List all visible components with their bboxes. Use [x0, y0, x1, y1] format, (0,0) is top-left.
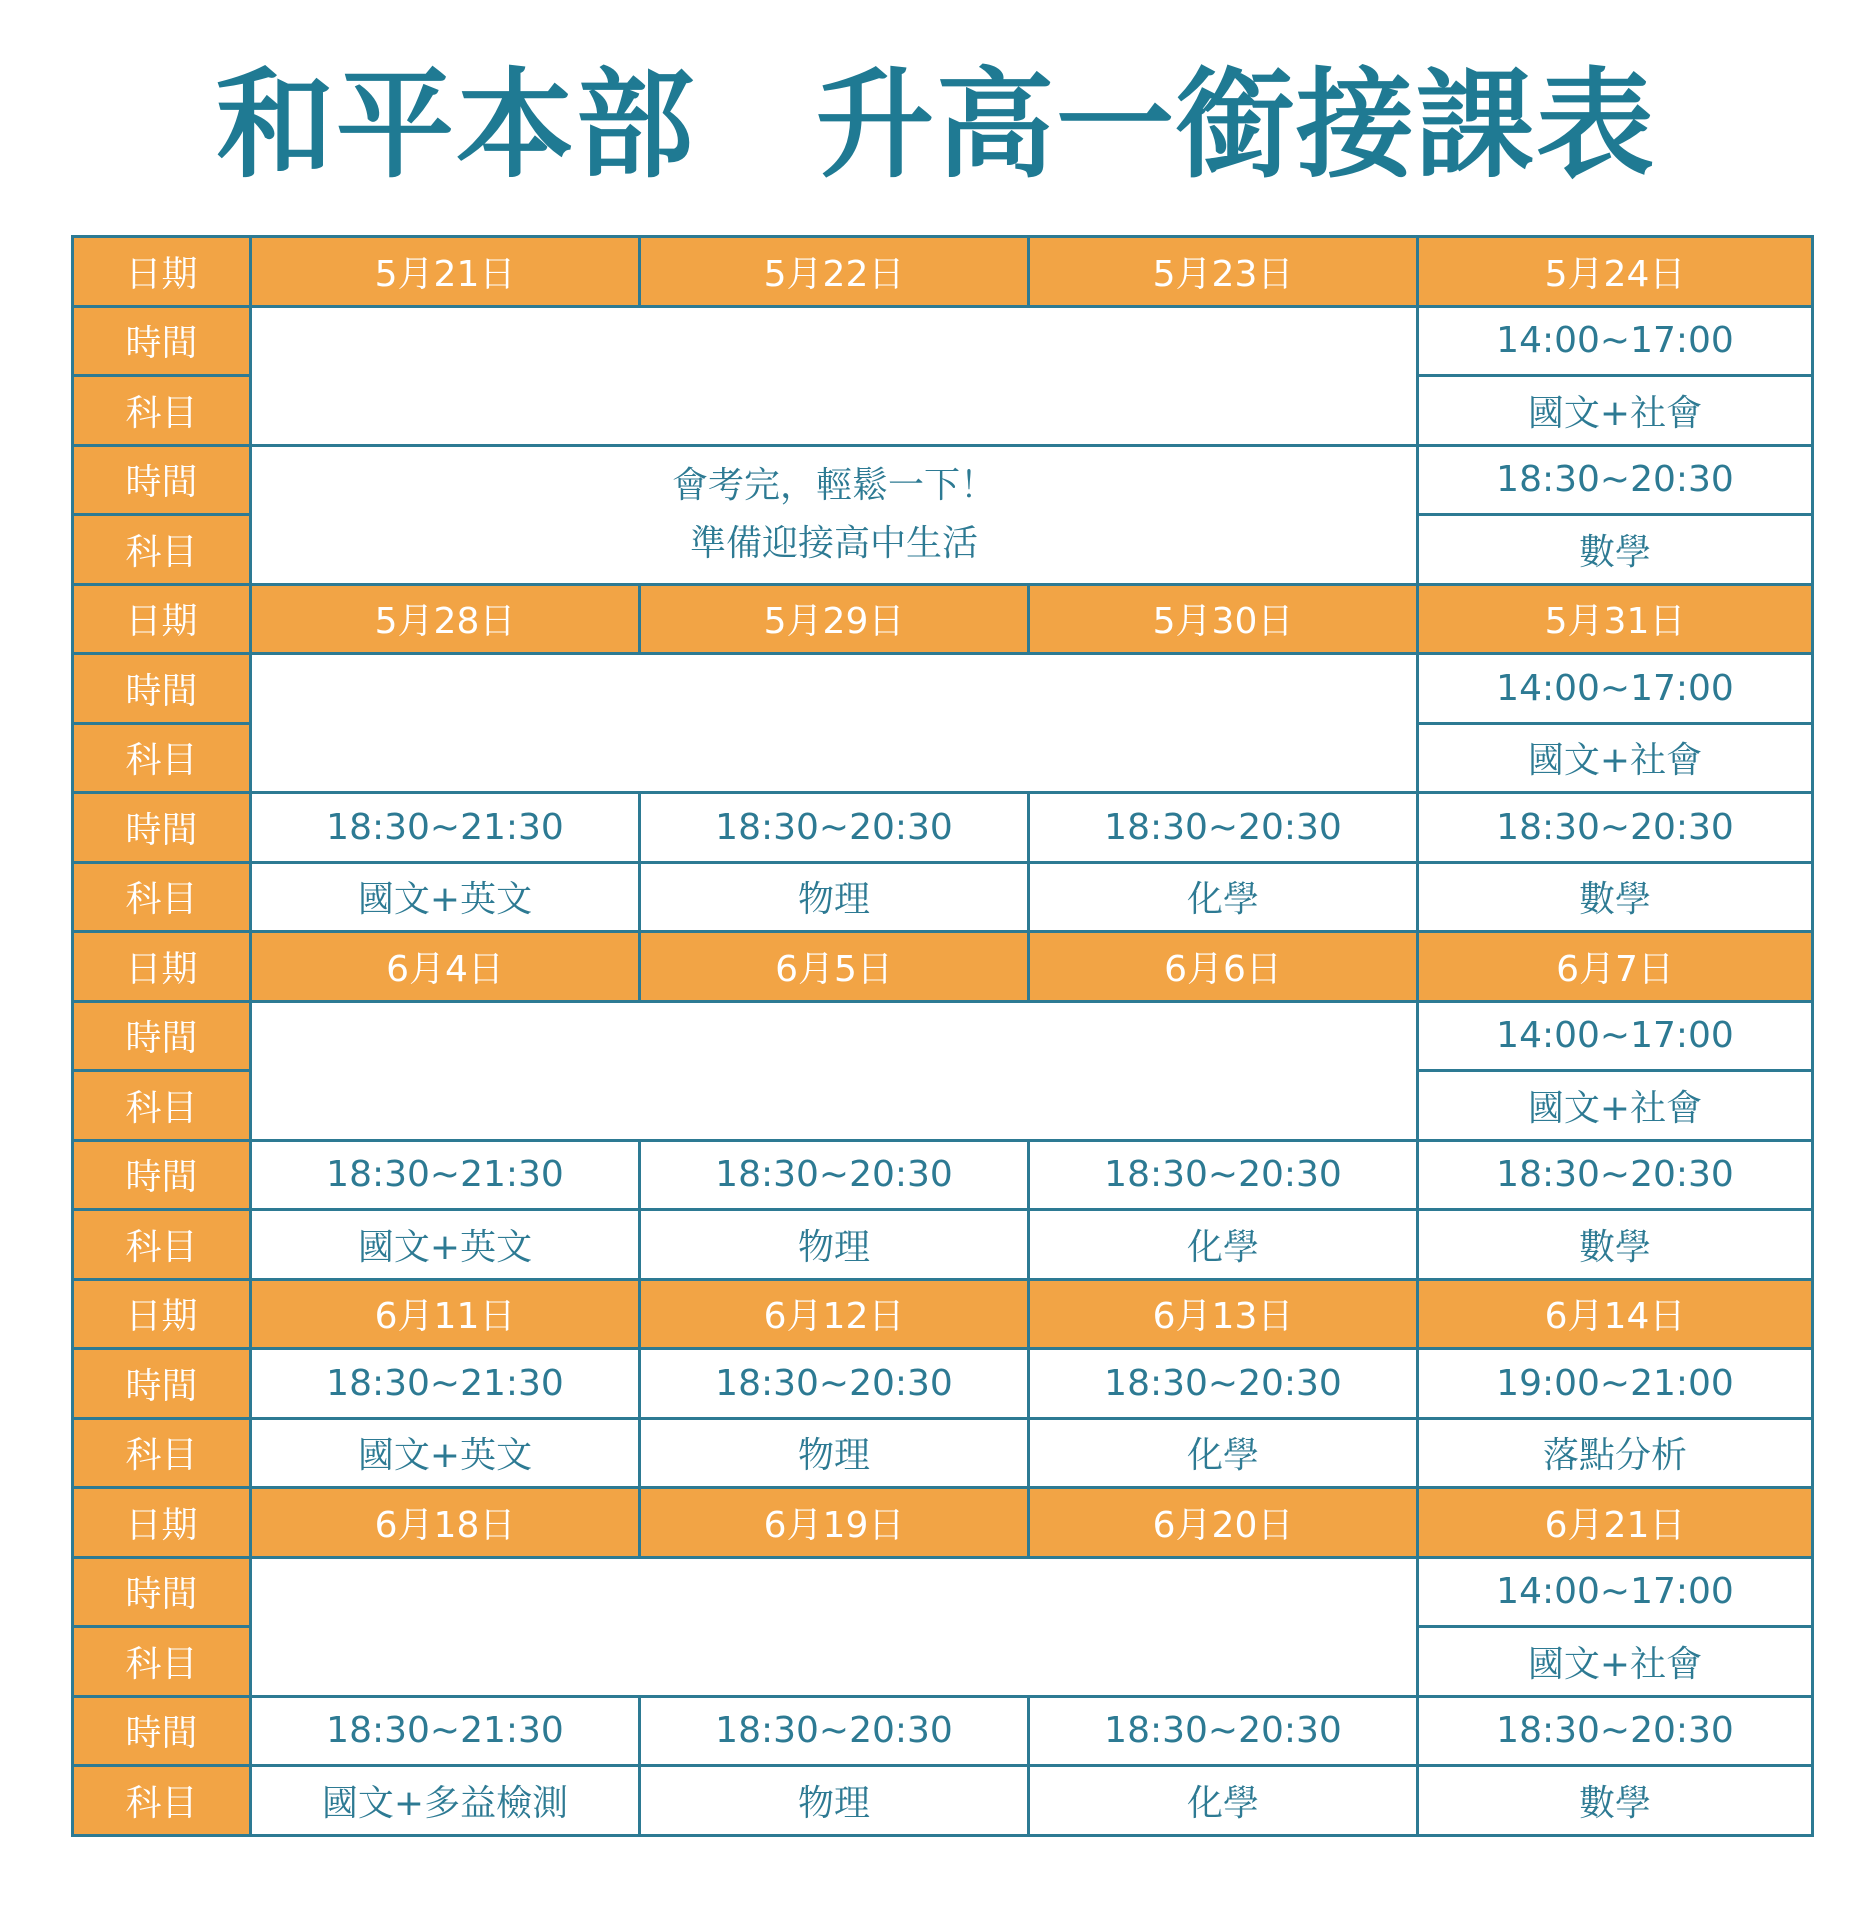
subject-cell: 國文+社會 — [1418, 1071, 1813, 1141]
subject-label: 科目 — [73, 862, 251, 932]
subject-label: 科目 — [73, 376, 251, 446]
subject-row — [73, 1766, 1813, 1836]
time-cell: 18:30~20:30 — [1029, 1140, 1418, 1210]
subject-cell: 化學 — [1029, 862, 1418, 932]
time-cell: 18:30~20:30 — [640, 793, 1029, 863]
date-cell: 5月21日 — [251, 237, 640, 307]
time-cell: 14:00~17:00 — [1418, 306, 1813, 376]
subject-cell: 化學 — [1029, 1418, 1418, 1488]
empty-cell — [251, 654, 1418, 793]
date-cell: 5月30日 — [1029, 584, 1418, 654]
subject-cell: 國文+英文 — [251, 862, 640, 932]
time-row — [73, 654, 1813, 724]
subject-cell: 國文+社會 — [1418, 723, 1813, 793]
date-row — [73, 932, 1813, 1002]
time-cell: 18:30~21:30 — [251, 1140, 640, 1210]
subject-label: 科目 — [73, 515, 251, 585]
date-cell: 5月22日 — [640, 237, 1029, 307]
time-label: 時間 — [73, 654, 251, 724]
date-cell: 6月18日 — [251, 1488, 640, 1558]
subject-cell: 落點分析 — [1418, 1418, 1813, 1488]
date-cell: 6月20日 — [1029, 1488, 1418, 1558]
time-cell: 18:30~21:30 — [251, 1696, 640, 1766]
time-cell: 14:00~17:00 — [1418, 654, 1813, 724]
time-cell: 18:30~20:30 — [1418, 1696, 1813, 1766]
time-row — [73, 793, 1813, 863]
subject-label: 科目 — [73, 1627, 251, 1697]
time-row — [73, 1696, 1813, 1766]
date-row — [73, 1488, 1813, 1558]
time-cell: 19:00~21:00 — [1418, 1349, 1813, 1419]
subject-row — [73, 1418, 1813, 1488]
subject-cell: 化學 — [1029, 1766, 1418, 1836]
time-cell: 18:30~20:30 — [1418, 1140, 1813, 1210]
time-label: 時間 — [73, 306, 251, 376]
note-line-2: 準備迎接高中生活 — [689, 522, 978, 564]
date-label: 日期 — [73, 584, 251, 654]
note-cell — [251, 445, 1418, 584]
subject-cell: 物理 — [640, 1418, 1029, 1488]
empty-cell — [251, 1001, 1418, 1140]
subject-cell: 數學 — [1418, 862, 1813, 932]
time-row — [73, 1140, 1813, 1210]
time-cell: 18:30~20:30 — [1418, 793, 1813, 863]
date-cell: 6月19日 — [640, 1488, 1029, 1558]
time-cell: 18:30~20:30 — [1029, 793, 1418, 863]
date-label: 日期 — [73, 1279, 251, 1349]
time-label: 時間 — [73, 793, 251, 863]
time-cell: 18:30~21:30 — [251, 1349, 640, 1419]
date-row — [73, 237, 1813, 307]
time-cell: 18:30~20:30 — [640, 1140, 1029, 1210]
time-cell: 18:30~21:30 — [251, 793, 640, 863]
time-row — [73, 306, 1813, 376]
date-label: 日期 — [73, 1488, 251, 1558]
time-label: 時間 — [73, 1140, 251, 1210]
time-cell: 18:30~20:30 — [1418, 445, 1813, 515]
date-cell: 5月24日 — [1418, 237, 1813, 307]
date-cell: 5月28日 — [251, 584, 640, 654]
date-cell: 5月31日 — [1418, 584, 1813, 654]
subject-cell: 國文+英文 — [251, 1418, 640, 1488]
page-title: 和平本部 升高一銜接課表 — [215, 56, 1656, 194]
date-cell: 5月23日 — [1029, 237, 1418, 307]
subject-cell: 物理 — [640, 862, 1029, 932]
time-row — [73, 445, 1813, 515]
time-label: 時間 — [73, 1001, 251, 1071]
subject-label: 科目 — [73, 1210, 251, 1280]
subject-label: 科目 — [73, 1766, 251, 1836]
subject-cell: 國文+社會 — [1418, 376, 1813, 446]
time-row — [73, 1557, 1813, 1627]
time-label: 時間 — [73, 1557, 251, 1627]
time-cell: 18:30~20:30 — [640, 1349, 1029, 1419]
subject-cell: 化學 — [1029, 1210, 1418, 1280]
date-cell: 6月21日 — [1418, 1488, 1813, 1558]
time-row — [73, 1349, 1813, 1419]
date-cell: 6月14日 — [1418, 1279, 1813, 1349]
time-cell: 14:00~17:00 — [1418, 1557, 1813, 1627]
date-label: 日期 — [73, 932, 251, 1002]
subject-row — [73, 862, 1813, 932]
date-cell: 6月11日 — [251, 1279, 640, 1349]
date-cell: 6月7日 — [1418, 932, 1813, 1002]
subject-label: 科目 — [73, 723, 251, 793]
date-cell: 5月29日 — [640, 584, 1029, 654]
date-row — [73, 584, 1813, 654]
note-line-1: 會考完，輕鬆一下！ — [671, 464, 996, 506]
subject-label: 科目 — [73, 1418, 251, 1488]
time-label: 時間 — [73, 1696, 251, 1766]
subject-cell: 國文+多益檢測 — [251, 1766, 640, 1836]
time-cell: 18:30~20:30 — [640, 1696, 1029, 1766]
subject-cell: 國文+英文 — [251, 1210, 640, 1280]
date-cell: 6月5日 — [640, 932, 1029, 1002]
subject-row — [73, 1210, 1813, 1280]
date-label: 日期 — [73, 237, 251, 307]
date-cell: 6月6日 — [1029, 932, 1418, 1002]
subject-cell: 數學 — [1418, 1766, 1813, 1836]
time-label: 時間 — [73, 445, 251, 515]
subject-cell: 數學 — [1418, 1210, 1813, 1280]
time-cell: 18:30~20:30 — [1029, 1696, 1418, 1766]
subject-cell: 物理 — [640, 1766, 1029, 1836]
subject-cell: 國文+社會 — [1418, 1627, 1813, 1697]
time-cell: 18:30~20:30 — [1029, 1349, 1418, 1419]
empty-cell — [251, 1557, 1418, 1696]
time-cell: 14:00~17:00 — [1418, 1001, 1813, 1071]
subject-cell: 數學 — [1418, 515, 1813, 585]
subject-cell: 物理 — [640, 1210, 1029, 1280]
empty-cell — [251, 306, 1418, 445]
date-cell: 6月12日 — [640, 1279, 1029, 1349]
date-cell: 6月13日 — [1029, 1279, 1418, 1349]
date-cell: 6月4日 — [251, 932, 640, 1002]
time-row — [73, 1001, 1813, 1071]
subject-label: 科目 — [73, 1071, 251, 1141]
time-label: 時間 — [73, 1349, 251, 1419]
date-row — [73, 1279, 1813, 1349]
schedule-table — [71, 235, 1814, 1837]
